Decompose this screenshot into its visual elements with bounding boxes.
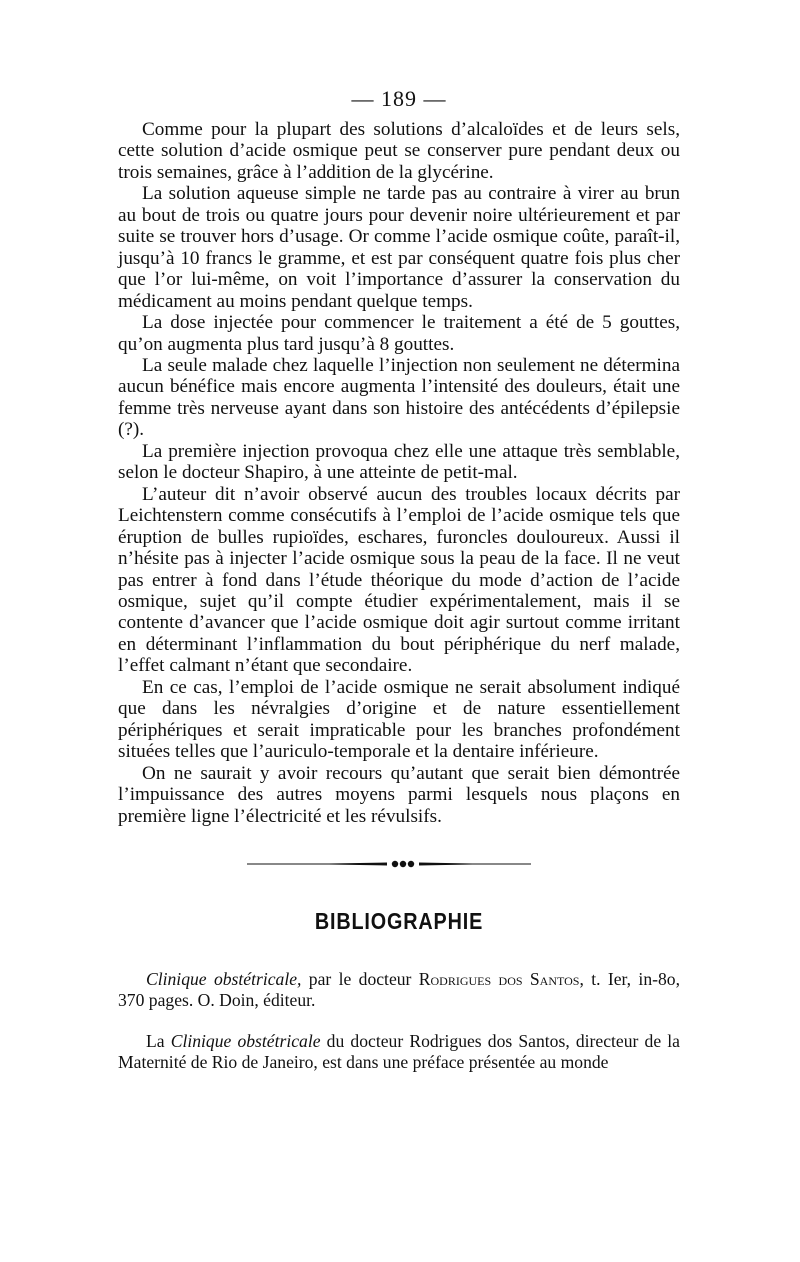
paragraph: La seule malade chez laquelle l’injection non seulement ne détermina aucun bénéfice mais encore augmenta l’intensité des douleurs, était une femme très nerveuse ayant dans son histoire des antécédents d’épilepsie (?). (118, 354, 680, 441)
book-page (118, 86, 680, 1073)
paragraph: L’auteur dit n’avoir observé aucun des troubles locaux décrits par Leichtenstern comme consécutifs à l’emploi de l’acide osmique tels que éruption de bulles rupioïdes, eschares, furoncles douloureux. Aussi il n’hésite pas à injecter l’acide osmique sous la peau de la face. Il ne veut pas entrer à fond dans l’étude théorique du mode d’action de l’acide osmique, sujet qu’il compte étudier expérimentalement, mais il se contente d’avancer que l’acide osmique doit agir surtout comme irritant en déterminant l’inflammation du bout périphérique du nerf malade, l’effet calmant n’étant que secondaire. (118, 483, 680, 677)
paragraph: Comme pour la plupart des solutions d’alcaloïdes et de leurs sels, cette solution d’acide osmique peut se conserver pure pendant deux ou trois semaines, grâce à l’addition de la glycérine. (118, 119, 680, 183)
paragraph: La première injection provoqua chez elle une attaque très semblable, selon le docteur Shapiro, à une atteinte de petit-mal. (118, 440, 680, 484)
entry-text: par le docteur (301, 968, 419, 989)
paragraph: La solution aqueuse simple ne tarde pas au contraire à virer au brun au bout de trois ou quatre jours pour devenir noire ultérieurement et par suite se trouver hors d’usage. Or comme l’acide osmique coûte, paraît-il, jusqu’à 10 francs le gramme, et est par conséquent quatre fois plus cher que l’or lui-même, on voit l’importance d’assurer la conservation du médicament au moins pendant quelque temps. (118, 183, 680, 312)
paragraph: En ce cas, l’emploi de l’acide osmique ne serait absolument indiqué que dans les névralgies d’origine et de nature essentiellement périphériques et serait impraticable pour les branches profondément situées telles que l’auriculo-temporale et la dentaire inférieure. (118, 676, 680, 763)
author-name: Rodrigues dos Santos, (418, 968, 584, 989)
book-title: Clinique obstétricale (170, 1030, 321, 1051)
paragraph: On ne saurait y avoir recours qu’autant que serait bien démontrée l’impuissance des autres moyens parmi lesquels nous plaçons en première ligne l’électricité et les révulsifs. (118, 762, 680, 827)
page-number: — 189 — (351, 86, 447, 111)
ornamental-divider (239, 857, 539, 871)
body-text (118, 119, 680, 827)
bibliography-entry (118, 969, 680, 1011)
book-title: Clinique obstétricale, (146, 968, 302, 989)
bibliography (118, 969, 680, 1073)
bibliography-entry (118, 1031, 680, 1073)
entry-text: La (146, 1030, 171, 1051)
entry-text: du docteur Rodrigues dos Santos, directeur de la Maternité de Rio de Janeiro, est dans une préface présentée au monde (118, 1030, 680, 1072)
ornament-rule-icon (239, 857, 539, 871)
paragraph: La dose injectée pour commencer le traitement a été de 5 gouttes, qu’on augmenta plus tard jusqu’à 8 gouttes. (118, 312, 680, 355)
section-title: BIBLIOGRAPHIE (314, 907, 484, 934)
entry-text: t. Ier, in-8o, 370 pages. O. Doin, éditeur. (118, 968, 680, 1010)
